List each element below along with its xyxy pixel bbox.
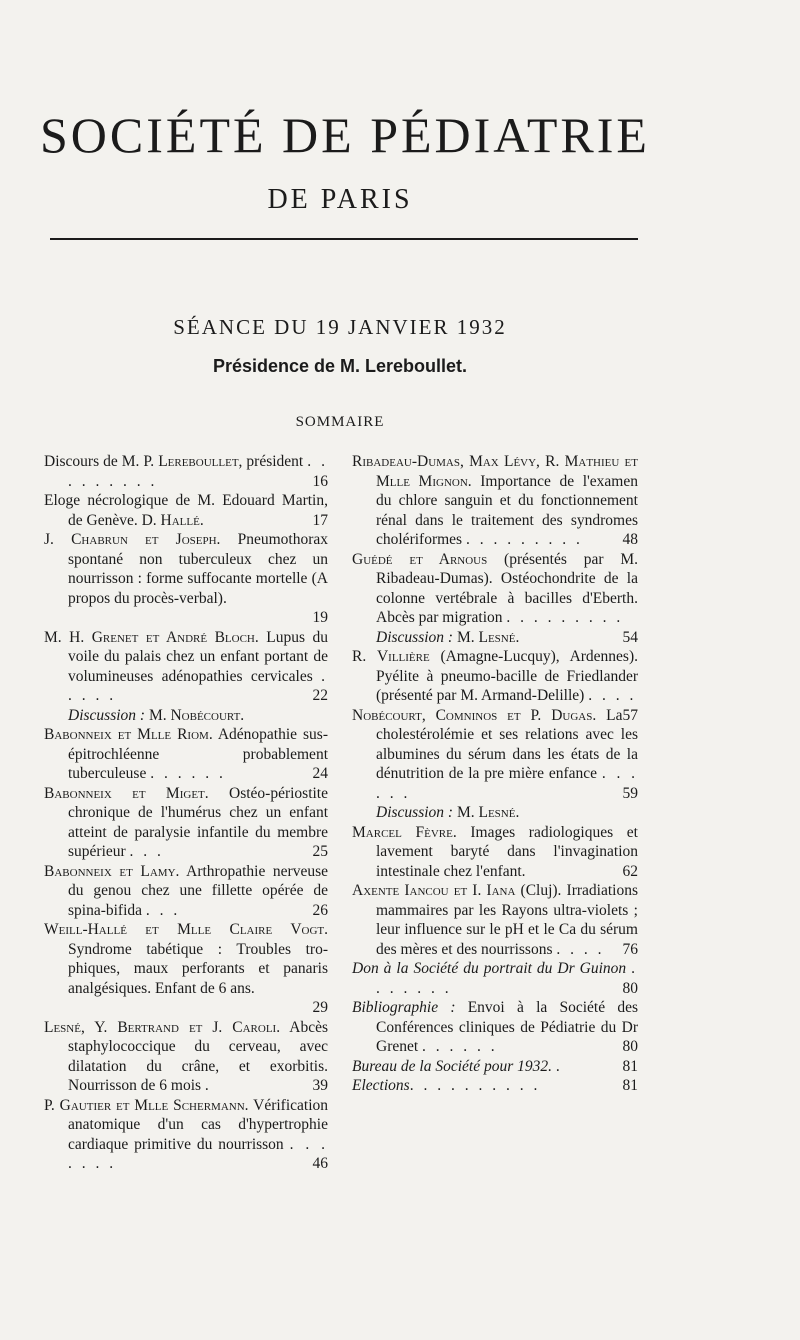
page-number: 19 bbox=[312, 609, 328, 626]
society-title: SOCIÉTÉ DE PÉDIATRIE bbox=[40, 107, 650, 163]
summary-entry: Eloge nécrologique de M. Edouard Martin, de Genève. D. Hallé. 17 bbox=[44, 492, 328, 529]
discussion-line: Discussion : M. Lesné. bbox=[376, 804, 520, 821]
page-number: 57 bbox=[622, 706, 638, 724]
page-number: 80 bbox=[622, 979, 638, 997]
title-divider bbox=[50, 238, 638, 240]
summary-entry: Discours de M. P. Lereboullet, président . . . . . . . . . 16 bbox=[44, 453, 329, 490]
page-number: 29 bbox=[312, 999, 328, 1016]
page-number: 59 bbox=[622, 784, 638, 802]
page-number: 80 bbox=[622, 1038, 638, 1055]
page-number: 46 bbox=[312, 1155, 328, 1172]
presidency-line: Présidence de M. Lereboullet. bbox=[212, 356, 468, 376]
page-number: 81 bbox=[622, 1057, 638, 1075]
page-number: 17 bbox=[312, 511, 328, 529]
session-date: SÉANCE DU 19 JANVIER 1932 bbox=[173, 315, 507, 339]
page-number: 81 bbox=[622, 1077, 638, 1094]
discussion-line: Discussion : M. Lesné. bbox=[376, 628, 520, 646]
summary-entry: Marcel Fèvre. Images radiologiques et lavement baryté dans l'invagination intestinale chez l'enfant. 62 bbox=[352, 823, 638, 880]
summary-entry: Don à la Société du portrait du Dr Guinon . . . . . . . 80 bbox=[352, 960, 639, 997]
summary-entry: P. Gautier et Mlle Schermann. Vérification anatomique d'un cas d'hypertrophie cardiaque primitive du nourrisson . . . . . . . 46 bbox=[44, 1096, 329, 1172]
page-number: 76 bbox=[622, 940, 638, 958]
page-number: 24 bbox=[312, 765, 328, 782]
summary-entry: Babonneix et Miget. Ostéo-périostite chronique de l'humérus chez un enfant atteint de paralysie infantile du membre supérieur . . . 25 bbox=[44, 784, 328, 860]
summary-entry: Nobécourt, Comninos et P. Dugas. La cholestérolémie et ses relations avec les albumines du sérum dans les états de la dénutrition de la pre mière enfance . . . . . . 59 bbox=[352, 706, 639, 802]
page-number: 48 bbox=[622, 531, 638, 548]
summary-entry: R. Villière (Amagne-Lucquy), Ardennes). Pyélite à pneumo-bacille de Friedlander (présenté par M. Armand-Delille) . . . . 57 bbox=[352, 648, 638, 724]
summary-heading: SOMMAIRE bbox=[295, 414, 385, 430]
society-city: DE PARIS bbox=[267, 184, 413, 215]
discussion-line: Discussion : M. Nobécourt. bbox=[68, 706, 245, 724]
page-number: 39 bbox=[312, 1077, 328, 1094]
summary-entry: Lesné, Y. Bertrand et J. Caroli. Abcès staphylococcique du cerveau, avec dilatation du crâne, et exorbitis. Nourrisson de 6 mois . 39 bbox=[44, 1018, 328, 1094]
page-number: 25 bbox=[312, 843, 328, 860]
summary-entry: Ribadeau-Dumas, Max Lévy, R. Mathieu et Mlle Mignon. Importance de l'examen du chlore sanguin et du fonctionnement rénal dans le traitement des syndromes cholériformes . . . . . . . . . 48 bbox=[352, 453, 638, 548]
page-number: 54 bbox=[622, 628, 638, 646]
summary-entry: Guédé et Arnous (présentés par M. Ribadeau-Dumas). Ostéochondrite de la colonne vertébrale à bacilles d'Eberth. Abcès par migration . . . . . . . . . 54 bbox=[352, 550, 638, 646]
summary-entry: M. H. Grenet et André Bloch. Lupus du voile du palais chez un enfant portant de volumineuses adénopathies cervicales . . . . . 22 bbox=[44, 628, 328, 704]
summary-entry: Weill-Hallé et Mlle Claire Vogt. Syndrome tabétique : Troubles trophiques, maux perforants et panaris analgésiques. Enfant de 6 ans. 29 bbox=[44, 921, 328, 1016]
summary-entry: Bibliographie : Envoi à la Société des Conférences cliniques de Pédiatrie du Dr Grenet . . . . . . 80 bbox=[352, 999, 638, 1055]
summary-entry: J. Chabrun et Joseph. Pneumothorax spontané non tuberculeux chez un nourrisson : forme suffocante mortelle (A propos du procès-verbal). 19 bbox=[44, 531, 328, 626]
summary-entry: Babonneix et Lamy. Arthropathie nerveuse du genou chez une fillette opérée de spina-bifida . . . 26 bbox=[44, 862, 328, 919]
summary-entry: Babonneix et Mlle Riom. Adénopathie sus-épitrochléenne probablement tuberculeuse . . . . . . 24 bbox=[44, 726, 328, 782]
summary-column-left bbox=[44, 452, 328, 1174]
summary-entry: Axente Iancou et I. Iana (Cluj). Irradiations mammaires par les Rayons ultra-violets ; leur influence sur le pH et le Ca du sérum des mères et des nourrissons . . . . 76 bbox=[352, 882, 638, 958]
page-number: 22 bbox=[312, 687, 328, 704]
summary-entry: Bureau de la Société pour 1932. . 81 bbox=[352, 1057, 638, 1075]
summary-column-right bbox=[352, 452, 638, 1096]
summary-entry: Elections. . . . . . . . . . 81 bbox=[352, 1077, 638, 1094]
page-number: 62 bbox=[622, 862, 638, 880]
page-number: 16 bbox=[312, 472, 328, 490]
page-number: 26 bbox=[312, 901, 328, 919]
